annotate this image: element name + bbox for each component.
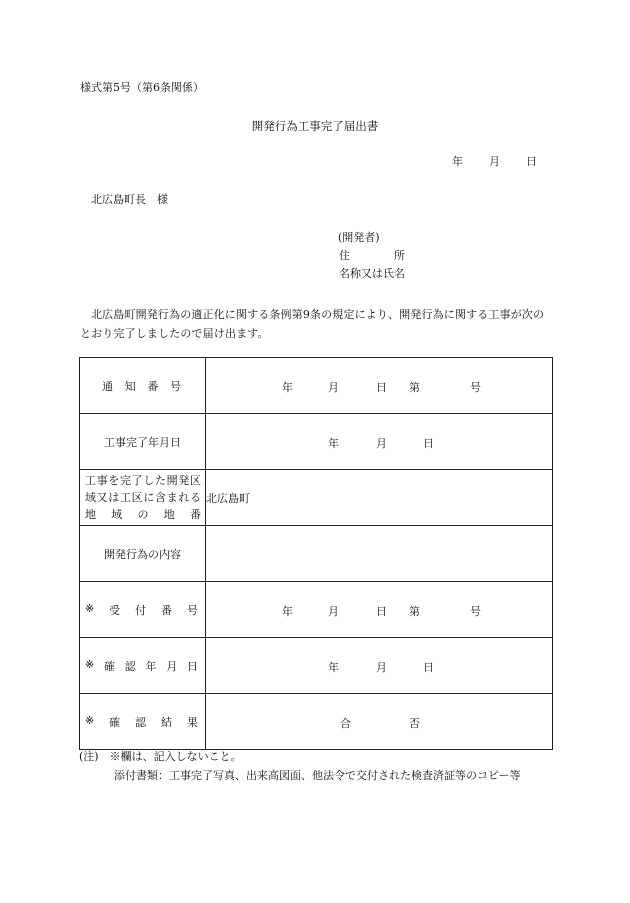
table-row	[80, 470, 553, 526]
note-attachments: 添付書類：工事完了写真、出来高図面、他法令で交付された検査済証等のコピー等	[114, 769, 521, 782]
development-content-field[interactable]	[206, 526, 553, 582]
developer-name-label: 名称又は氏名	[339, 267, 405, 280]
confirmation-result-label: ※ 確 認 結 果	[80, 694, 206, 750]
addressee: 北広島町長 様	[91, 193, 168, 206]
table-row	[80, 638, 553, 694]
notification-number-field[interactable]: 年 月 日 第 号	[206, 358, 553, 414]
table-row	[80, 694, 553, 750]
developer-address-label: 住 所	[339, 249, 405, 262]
body-text: 北広島町開発行為の適正化に関する条例第9条の規定により、開発行為に関する工事が次のとおり完了しましたので届け出ます。	[80, 308, 545, 340]
developer-header: (開発者)	[338, 231, 380, 244]
day-label: 日	[526, 155, 537, 168]
year-label: 年	[452, 155, 463, 168]
area-field[interactable]: 北広島町	[206, 470, 553, 526]
table-row	[80, 526, 553, 582]
receipt-number-label: ※ 受 付 番 号	[80, 582, 206, 638]
notification-form-table	[79, 357, 553, 750]
document-title: 開発行為工事完了届出書	[251, 119, 379, 133]
receipt-number-field[interactable]: 年 月 日 第 号	[206, 582, 553, 638]
completion-date-field[interactable]: 年 月 日	[206, 414, 553, 470]
confirmation-date-label: ※ 確 認 年 月 日	[80, 638, 206, 694]
confirmation-result-field[interactable]: 合 否	[206, 694, 553, 750]
table-row	[80, 414, 553, 470]
note-instruction: (注) ※欄は、記入しないこと。	[79, 750, 242, 763]
area-label: 工事を完了した開発区域又は工区に含まれる地域の地番	[80, 470, 206, 526]
submission-date	[452, 156, 537, 167]
development-content-label: 開発行為の内容	[80, 526, 206, 582]
form-number: 様式第5号（第6条関係）	[80, 81, 204, 94]
confirmation-date-field[interactable]: 年 月 日	[206, 638, 553, 694]
notification-number-label: 通 知 番 号	[80, 358, 206, 414]
month-label: 月	[489, 155, 500, 168]
completion-date-label: 工事完了年月日	[80, 414, 206, 470]
table-row	[80, 358, 553, 414]
table-row	[80, 582, 553, 638]
